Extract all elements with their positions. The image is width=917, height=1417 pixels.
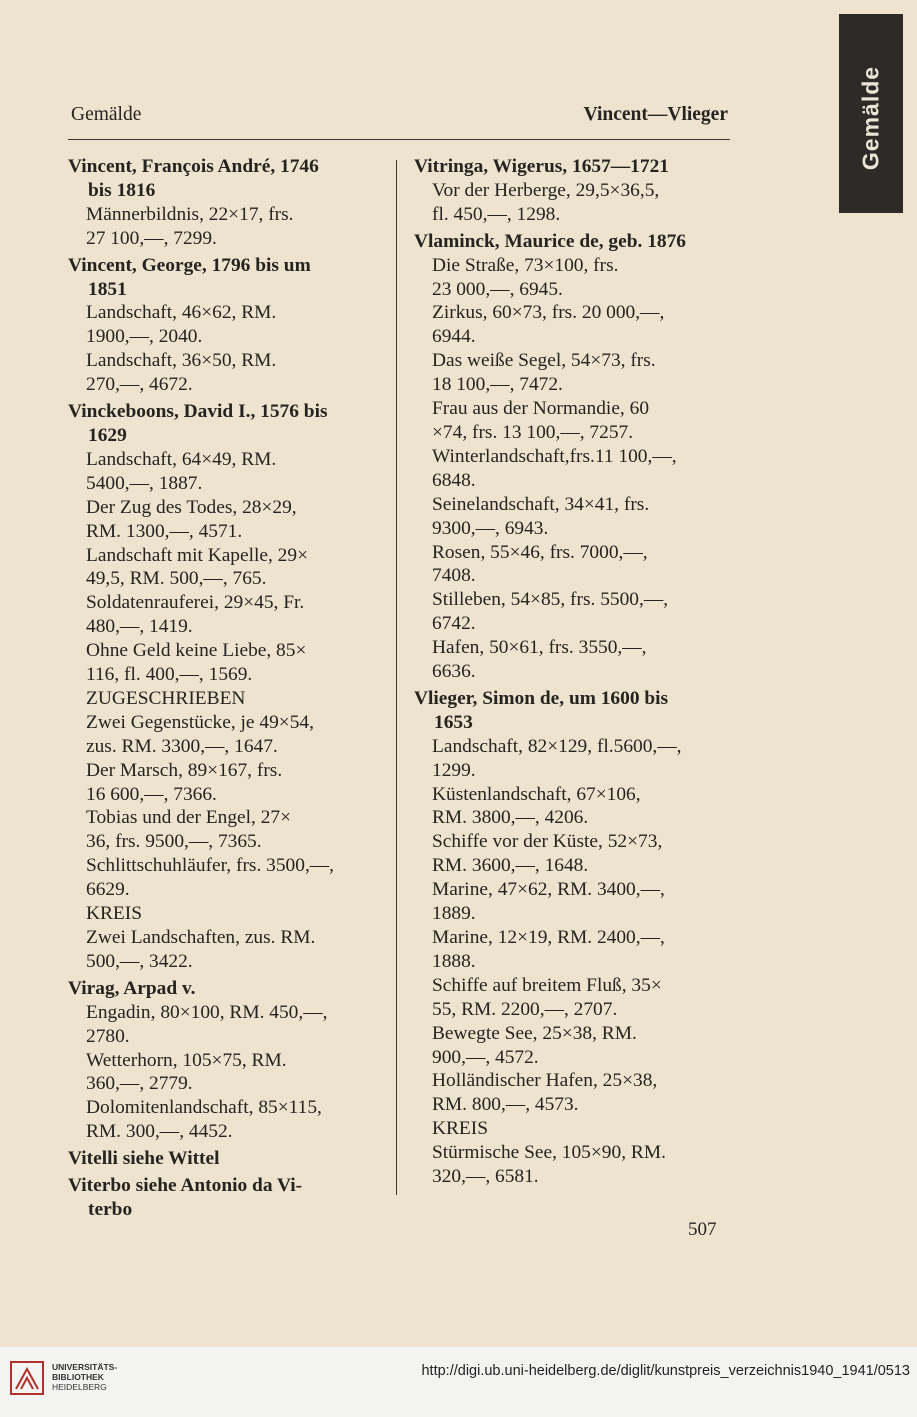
artwork-line: Marine, 12×19, RM. 2400,—, [432, 927, 665, 948]
artist-name-line: 1629 [88, 424, 127, 446]
artwork-line: Zwei Landschaften, zus. RM. [86, 927, 316, 948]
artwork-line: Seinelandschaft, 34×41, frs. [432, 493, 650, 515]
artwork-line: Männerbildnis, 22×17, frs. [86, 203, 294, 225]
artwork-line: 7408. [432, 565, 476, 587]
artwork-item [412, 588, 728, 636]
artwork-line: 320,—, 6581. [432, 1166, 539, 1188]
artwork-line: Der Zug des Todes, 28×29, [86, 496, 297, 518]
header-rule [68, 139, 730, 140]
artwork-item [66, 496, 382, 544]
artwork-line: 1889. [432, 903, 476, 925]
artist-entry [66, 1174, 382, 1222]
artwork-line: Stilleben, 54×85, frs. 5500,—, [432, 589, 669, 611]
artwork-item [66, 926, 382, 974]
artwork-line: Landschaft, 82×129, fl.5600,—, [432, 735, 682, 757]
artist-name [66, 977, 382, 1001]
artwork-line: Soldatenrauferei, 29×45, Fr. [86, 592, 305, 614]
artist-name-line: Vinckeboons, David I., 1576 bis [68, 401, 328, 423]
artwork-line: 360,—, 2779. [86, 1073, 193, 1095]
artist-name-line: Virag, Arpad v. [68, 977, 196, 999]
artist-name [66, 1147, 382, 1171]
artwork-line: 2780. [86, 1025, 130, 1047]
artist-name-line: Vlaminck, Maurice de, geb. 1876 [414, 230, 686, 252]
artist-name-line: 1851 [88, 278, 127, 300]
artwork-line: 500,—, 3422. [86, 950, 193, 972]
column-divider [396, 160, 397, 1195]
artwork-line: 6629. [86, 879, 130, 901]
artwork-line: ×74, frs. 13 100,—, 7257. [432, 421, 634, 443]
artwork-item [412, 301, 728, 349]
artwork-line: Schlittschuhläufer, frs. 3500,—, [86, 855, 335, 877]
artist-name-line: 1653 [434, 711, 473, 733]
artwork-line: Küstenlandschaft, 67×106, [432, 783, 641, 805]
artwork-item [66, 448, 382, 496]
artwork-line: Der Marsch, 89×167, frs. [86, 759, 283, 781]
artwork-item [66, 301, 382, 349]
artwork-line: Landschaft, 36×50, RM. [86, 350, 277, 372]
artist-entry [66, 155, 382, 251]
running-head-left: Gemälde [71, 104, 142, 125]
artist-entry [66, 400, 382, 974]
artwork-line: 27 100,—, 7299. [86, 227, 217, 249]
artist-name [66, 155, 382, 203]
artwork-item [66, 544, 382, 592]
artist-name-line: Vitelli siehe Wittel [68, 1148, 220, 1170]
artwork-item [412, 1141, 728, 1189]
artwork-item [412, 445, 728, 493]
artwork-line: RM. 3800,—, 4206. [432, 807, 589, 829]
artist-name-line: Viterbo siehe Antonio da Vi- [68, 1175, 303, 1197]
artwork-line: 1299. [432, 759, 476, 781]
artwork-line: 116, fl. 400,—, 1569. [86, 664, 253, 686]
artwork-item [412, 735, 728, 783]
artwork-item [66, 1096, 382, 1144]
artist-entry [412, 230, 728, 684]
artwork-item [412, 974, 728, 1022]
artwork-item [66, 806, 382, 854]
artwork-item [66, 639, 382, 687]
artwork-line: 16 600,—, 7366. [86, 783, 217, 805]
artwork-line: 49,5, RM. 500,—, 765. [86, 568, 267, 590]
artist-name [66, 1174, 382, 1222]
library-name [52, 1362, 117, 1392]
artwork-line: Rosen, 55×46, frs. 7000,—, [432, 541, 648, 563]
artwork-line: Frau aus der Normandie, 60 [432, 398, 650, 420]
artwork-line: 900,—, 4572. [432, 1046, 539, 1068]
artist-name-line: Vincent, George, 1796 bis um [68, 254, 311, 276]
artwork-line: Dolomitenlandschaft, 85×115, [86, 1097, 322, 1119]
artwork-line: 1900,—, 2040. [86, 326, 203, 348]
attribution-heading [66, 902, 382, 926]
artist-entry [412, 687, 728, 1189]
artwork-item [66, 349, 382, 397]
artwork-item [66, 759, 382, 807]
artwork-line: Landschaft, 46×62, RM. [86, 302, 277, 324]
artwork-line: RM. 1300,—, 4571. [86, 520, 243, 542]
artist-name [66, 400, 382, 448]
attribution-heading [412, 1117, 728, 1141]
artist-entry [66, 254, 382, 397]
artwork-item [412, 397, 728, 445]
artwork-line: 6636. [432, 661, 476, 683]
right-column [412, 155, 728, 1189]
artwork-line: Das weiße Segel, 54×73, frs. [432, 350, 656, 372]
artwork-line: Engadin, 80×100, RM. 450,—, [86, 1001, 328, 1023]
artwork-line: Zirkus, 60×73, frs. 20 000,—, [432, 302, 665, 324]
artwork-line: KREIS [86, 903, 143, 925]
left-column [66, 155, 382, 1222]
artwork-item [66, 854, 382, 902]
artwork-line: Die Straße, 73×100, frs. [432, 254, 619, 276]
artwork-line: 36, frs. 9500,—, 7365. [86, 831, 262, 853]
artwork-line: Landschaft, 64×49, RM. [86, 448, 277, 470]
library-name-line: HEIDELBERG [52, 1382, 107, 1392]
artwork-line: 6848. [432, 469, 476, 491]
source-url-link[interactable]: http://digi.ub.uni-heidelberg.de/diglit/kunstpreis_verzeichnis1940_1941/0513 [421, 1363, 910, 1379]
artwork-line: RM. 300,—, 4452. [86, 1121, 233, 1143]
library-footer [0, 1347, 917, 1417]
artwork-line: 6742. [432, 613, 476, 635]
section-tab-label: Gemälde [857, 65, 884, 171]
artwork-line: zus. RM. 3300,—, 1647. [86, 735, 278, 757]
running-head-right: Vincent—Vlieger [583, 104, 728, 125]
artwork-item [66, 1049, 382, 1097]
artwork-item [412, 878, 728, 926]
artwork-line: 480,—, 1419. [86, 616, 193, 638]
artwork-line: 23 000,—, 6945. [432, 278, 563, 300]
library-logo-icon [10, 1361, 44, 1395]
artist-name [412, 155, 728, 179]
artwork-item [412, 1022, 728, 1070]
artwork-line: Tobias und der Engel, 27× [86, 807, 292, 829]
artwork-line: Winterlandschaft,frs.11 100,—, [432, 445, 677, 467]
artwork-line: ZUGESCHRIEBEN [86, 687, 246, 709]
artwork-item [412, 349, 728, 397]
artwork-line: Landschaft mit Kapelle, 29× [86, 544, 309, 566]
artist-name-line: bis 1816 [88, 179, 156, 201]
artist-name [412, 230, 728, 254]
artwork-line: Schiffe vor der Küste, 52×73, [432, 831, 663, 853]
artist-name-line: Vincent, François André, 1746 [68, 156, 319, 177]
artwork-line: KREIS [432, 1118, 489, 1140]
artwork-item [412, 493, 728, 541]
artist-name-line: terbo [88, 1198, 133, 1220]
artwork-line: Stürmische See, 105×90, RM. [432, 1142, 666, 1164]
artwork-item [66, 711, 382, 759]
artwork-item [66, 591, 382, 639]
artwork-item [412, 254, 728, 302]
artwork-line: Bewegte See, 25×38, RM. [432, 1022, 637, 1044]
artwork-line: Zwei Gegenstücke, je 49×54, [86, 711, 314, 733]
artwork-line: Vor der Herberge, 29,5×36,5, [432, 179, 660, 201]
artwork-line: Ohne Geld keine Liebe, 85× [86, 640, 307, 662]
artwork-item [66, 1001, 382, 1049]
artwork-line: Marine, 47×62, RM. 3400,—, [432, 879, 665, 901]
library-name-line: UNIVERSITÄTS- [52, 1362, 118, 1372]
artwork-line: Schiffe auf breitem Fluß, 35× [432, 974, 662, 996]
artwork-line: Hafen, 50×61, frs. 3550,—, [432, 637, 647, 659]
artwork-item [66, 203, 382, 251]
artwork-line: 270,—, 4672. [86, 374, 193, 396]
artist-entry [66, 1147, 382, 1171]
artwork-line: RM. 3600,—, 1648. [432, 855, 589, 877]
artwork-item [412, 1069, 728, 1117]
artist-entry [412, 155, 728, 227]
artist-name-line: Vlieger, Simon de, um 1600 bis [414, 687, 669, 709]
library-name-line: BIBLIOTHEK [52, 1372, 104, 1382]
artist-entry [66, 977, 382, 1144]
artwork-item [412, 783, 728, 831]
artwork-item [412, 541, 728, 589]
artwork-line: 6944. [432, 326, 476, 348]
artist-name [66, 254, 382, 302]
artwork-line: 9300,—, 6943. [432, 517, 549, 539]
artwork-line: Wetterhorn, 105×75, RM. [86, 1049, 287, 1071]
artwork-line: 55, RM. 2200,—, 2707. [432, 998, 618, 1020]
page-number: 507 [688, 1219, 717, 1240]
artwork-item [412, 636, 728, 684]
artwork-line: Holländischer Hafen, 25×38, [432, 1070, 658, 1092]
artwork-line: 5400,—, 1887. [86, 472, 203, 494]
artwork-item [412, 830, 728, 878]
attribution-heading [66, 687, 382, 711]
artist-name [412, 687, 728, 735]
artwork-item [412, 179, 728, 227]
artwork-line: RM. 800,—, 4573. [432, 1094, 579, 1116]
artwork-line: 18 100,—, 7472. [432, 374, 563, 396]
artwork-item [412, 926, 728, 974]
artwork-line: 1888. [432, 950, 476, 972]
artist-name-line: Vitringa, Wigerus, 1657—1721 [414, 156, 669, 177]
artwork-line: fl. 450,—, 1298. [432, 203, 561, 225]
